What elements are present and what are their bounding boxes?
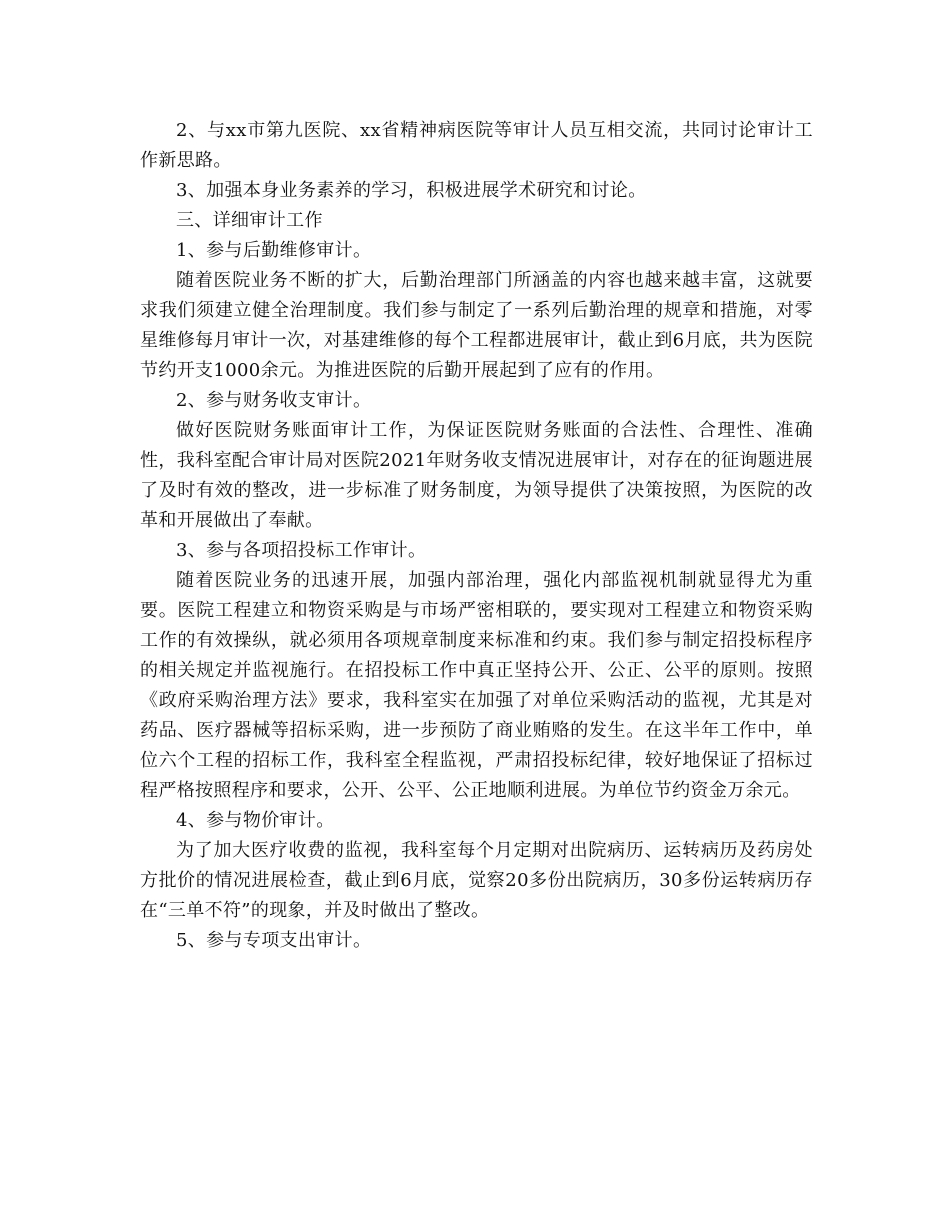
paragraph-maintenance: 随着医院业务不断的扩大，后勤治理部门所涵盖的内容也越来越丰富，这就要求我们须建立健全治理制度。我们参与制定了一系列后勤治理的规章和措施，对零星维修每月审计一次，对基建维修的每个工程都进展审计，截止到6月底，共为医院节约开支1000余元。为推进医院的后勤开展起到了应有的作用。	[140, 270, 813, 381]
paragraph-bidding: 随着医院业务的迅速开展，加强内部治理，强化内部监视机制就显得尤为重要。医院工程建立和物资采购是与市场严密相联的，要实现对工程建立和物资采购工作的有效操纵，就必须用各项规章制度来标准和约束。我们参与制定招投标程序的相关规定并监视施行。在招投标工作中真正坚持公开、公正、公平的原则。按照《政府采购治理方法》要求，我科室实在加强了对单位采购活动的监视，尤其是对药品、医疗器械等招标采购，进一步预防了商业贿赂的发生。在这半年工作中，单位六个工程的招标工作，我科室全程监视，严肃招投标纪律，较好地保证了招标过程严格按照程序和要求，公开、公平、公正地顺利进展。为单位节约资金万余元。	[140, 570, 813, 801]
item-heading-finance: 2、参与财务收支审计。	[176, 390, 372, 411]
item-heading-maintenance: 1、参与后勤维修审计。	[176, 240, 372, 261]
paragraph-study: 3、加强本身业务素养的学习，积极进展学术研究和讨论。	[176, 180, 647, 201]
paragraph-exchange: 2、与xx市第九医院、xx省精神病医院等审计人员互相交流，共同讨论审计工作新思路。	[140, 120, 813, 171]
item-heading-pricing: 4、参与物价审计。	[176, 810, 335, 831]
paragraph-pricing: 为了加大医疗收费的监视，我科室每个月定期对出院病历、运转病历及药房处方批价的情况进展检查，截止到6月底，觉察20多份出院病历，30多份运转病历存在“三单不符”的现象，并及时做出了整改。	[140, 840, 813, 921]
section-heading-audit-work: 三、详细审计工作	[176, 210, 323, 231]
document-page	[140, 116, 813, 956]
paragraph-finance: 做好医院财务账面审计工作，为保证医院财务账面的合法性、合理性、准确性，我科室配合审计局对医院2021年财务收支情况进展审计，对存在的征询题进展了及时有效的整改，进一步标准了财务制度，为领导提供了决策按照，为医院的改革和开展做出了奉献。	[140, 420, 813, 531]
item-heading-special-expense: 5、参与专项支出审计。	[176, 930, 372, 951]
item-heading-bidding: 3、参与各项招投标工作审计。	[176, 540, 427, 561]
